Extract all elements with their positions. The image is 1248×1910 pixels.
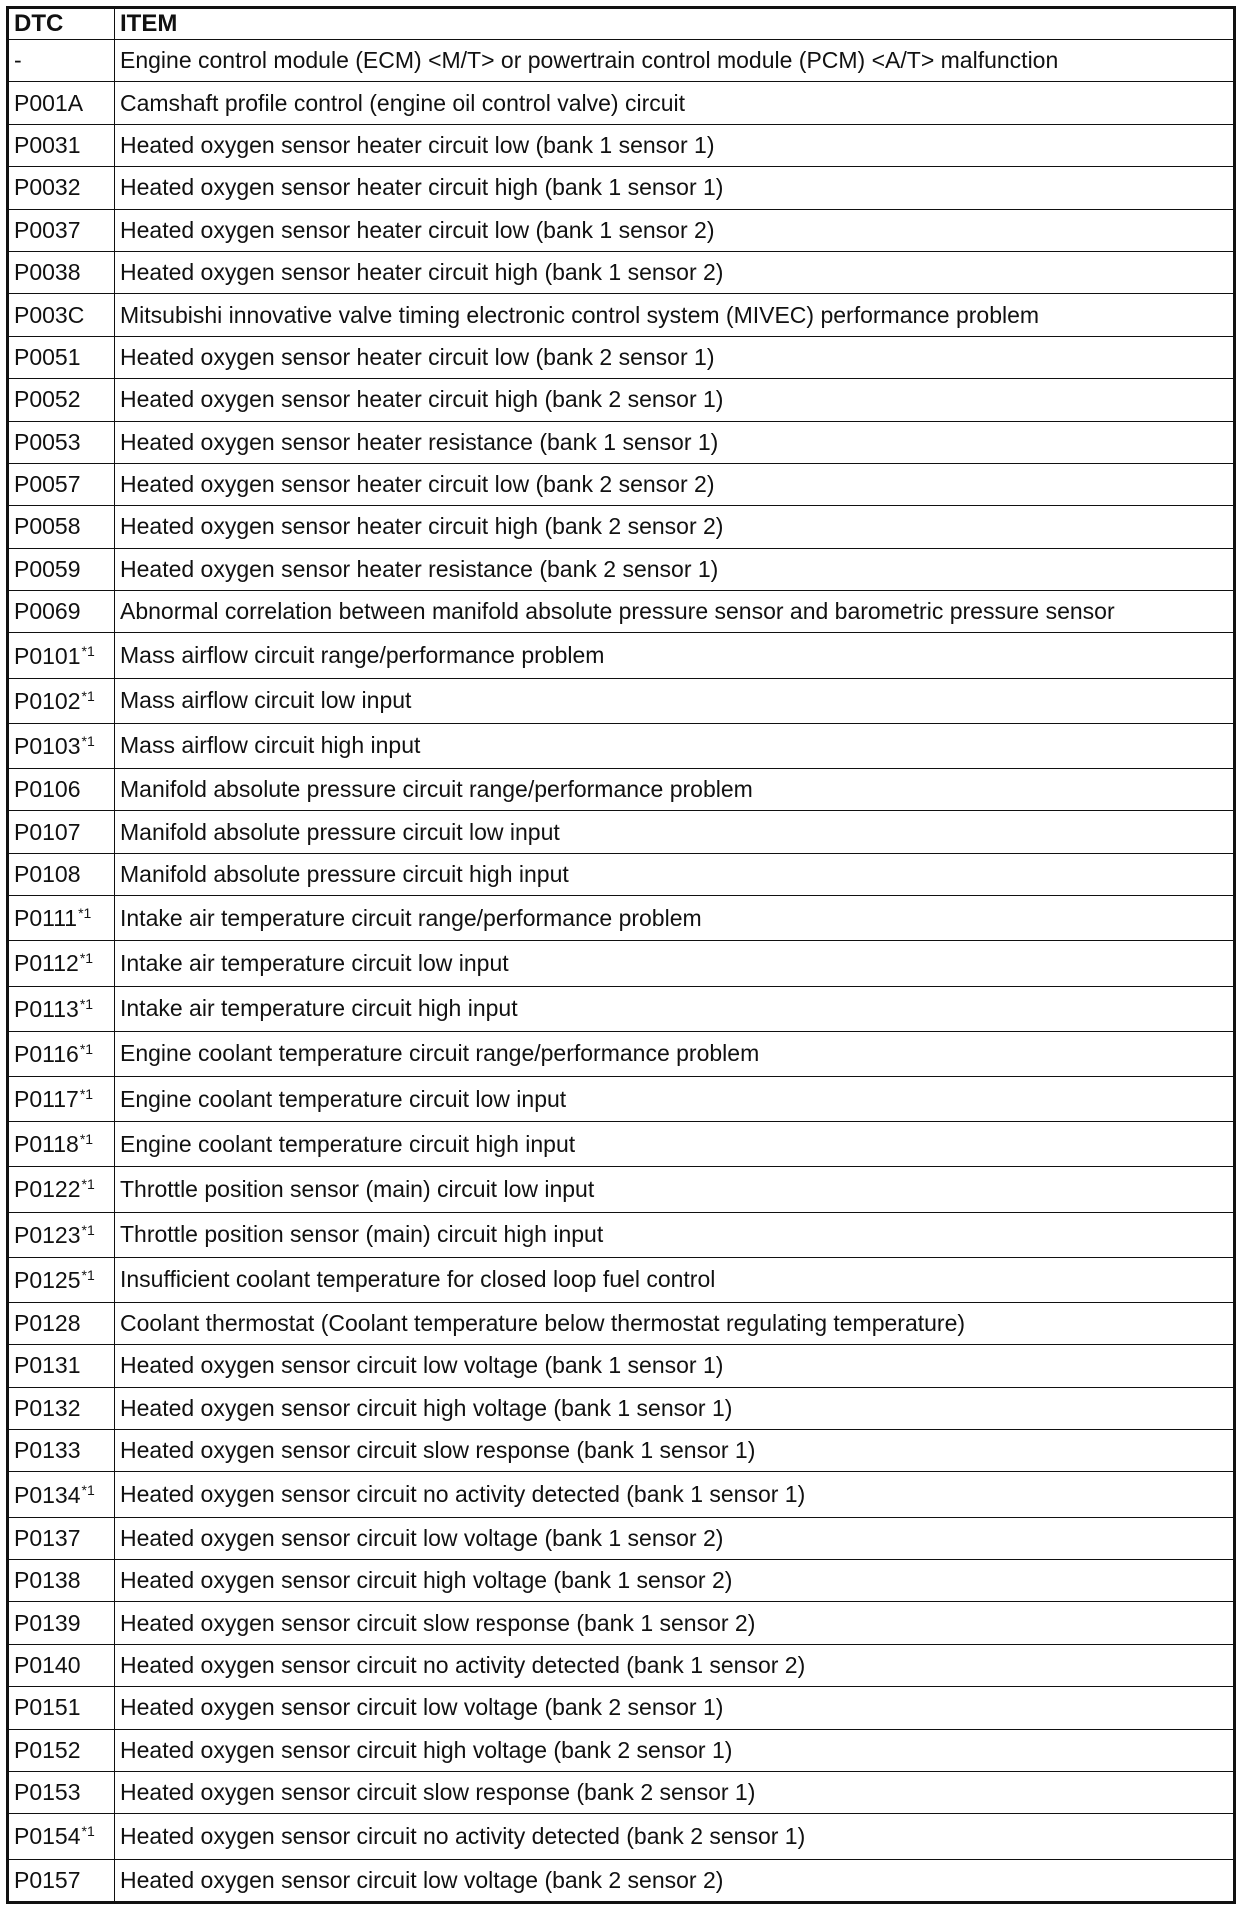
table-row [8, 548, 1235, 590]
dtc-code-cell [8, 1167, 115, 1212]
dtc-item-cell: Mass airflow circuit range/performance problem [115, 633, 1235, 678]
dtc-item-cell: Heated oxygen sensor heater circuit high (bank 1 sensor 1) [115, 167, 1235, 209]
dtc-code: P0152 [14, 1736, 81, 1763]
dtc-code: P0117 [14, 1086, 79, 1113]
dtc-item-cell: Throttle position sensor (main) circuit low input [115, 1167, 1235, 1212]
table-row [8, 82, 1235, 124]
dtc-code-cell [8, 1729, 115, 1771]
table-row [8, 463, 1235, 505]
dtc-code-cell [8, 1076, 115, 1121]
table-row [8, 1212, 1235, 1257]
dtc-code: P0122 [14, 1176, 81, 1203]
dtc-item-cell: Camshaft profile control (engine oil control valve) circuit [115, 82, 1235, 124]
dtc-code-cell [8, 548, 115, 590]
table-row [8, 1031, 1235, 1076]
dtc-code: P0037 [14, 216, 81, 243]
table-row [8, 896, 1235, 941]
table-row [8, 853, 1235, 895]
dtc-item-cell: Manifold absolute pressure circuit high input [115, 853, 1235, 895]
table-row [8, 1076, 1235, 1121]
dtc-code-cell [8, 251, 115, 293]
dtc-code: P0125 [14, 1266, 81, 1293]
dtc-code-cell [8, 941, 115, 986]
table-row [8, 1472, 1235, 1517]
dtc-code: - [14, 47, 22, 74]
table-row [8, 40, 1235, 82]
dtc-code-cell [8, 896, 115, 941]
table-row [8, 678, 1235, 723]
dtc-code: P0116 [14, 1040, 79, 1067]
table-row [8, 986, 1235, 1031]
dtc-item-cell: Intake air temperature circuit low input [115, 941, 1235, 986]
dtc-item-cell: Manifold absolute pressure circuit low input [115, 811, 1235, 853]
dtc-code: P003C [14, 301, 85, 328]
dtc-code: P0112 [14, 950, 79, 977]
table-row [8, 941, 1235, 986]
dtc-code: P0133 [14, 1437, 81, 1464]
dtc-item-cell: Heated oxygen sensor circuit no activity detected (bank 2 sensor 1) [115, 1814, 1235, 1859]
dtc-code-cell [8, 723, 115, 768]
footnote-marker: *1 [79, 950, 94, 967]
dtc-item-cell: Heated oxygen sensor heater resistance (bank 1 sensor 1) [115, 421, 1235, 463]
dtc-item-cell: Heated oxygen sensor heater circuit low (bank 1 sensor 2) [115, 209, 1235, 251]
dtc-code: P0154 [14, 1823, 81, 1850]
dtc-item-cell: Mass airflow circuit high input [115, 723, 1235, 768]
dtc-item-cell: Heated oxygen sensor heater resistance (bank 2 sensor 1) [115, 548, 1235, 590]
dtc-item-cell: Heated oxygen sensor circuit slow response (bank 1 sensor 1) [115, 1430, 1235, 1472]
table-row [8, 1560, 1235, 1602]
dtc-code-cell [8, 167, 115, 209]
dtc-code-cell [8, 1302, 115, 1344]
dtc-item-cell: Coolant thermostat (Coolant temperature below thermostat regulating temperature) [115, 1302, 1235, 1344]
table-row [8, 769, 1235, 811]
dtc-code: P0031 [14, 131, 81, 158]
dtc-code-cell [8, 1687, 115, 1729]
dtc-code: P0052 [14, 386, 81, 413]
dtc-item-cell: Throttle position sensor (main) circuit high input [115, 1212, 1235, 1257]
dtc-item-cell: Heated oxygen sensor heater circuit high (bank 2 sensor 1) [115, 379, 1235, 421]
dtc-item-cell: Heated oxygen sensor circuit high voltage (bank 2 sensor 1) [115, 1729, 1235, 1771]
table-row [8, 1687, 1235, 1729]
dtc-item-cell: Insufficient coolant temperature for closed loop fuel control [115, 1257, 1235, 1302]
dtc-item-cell: Heated oxygen sensor circuit slow response (bank 2 sensor 1) [115, 1771, 1235, 1813]
table-row [8, 1859, 1235, 1902]
dtc-code-cell [8, 124, 115, 166]
footnote-marker: *1 [81, 732, 95, 749]
dtc-code-cell [8, 678, 115, 723]
dtc-code-cell [8, 421, 115, 463]
dtc-item-cell: Intake air temperature circuit high input [115, 986, 1235, 1031]
dtc-code-cell [8, 811, 115, 853]
dtc-item-cell: Heated oxygen sensor heater circuit low (bank 2 sensor 1) [115, 336, 1235, 378]
header-item: ITEM [115, 8, 1235, 40]
dtc-code: P0107 [14, 818, 81, 845]
table-row [8, 294, 1235, 336]
table-row [8, 723, 1235, 768]
dtc-code: P0032 [14, 174, 81, 201]
dtc-code-cell [8, 40, 115, 82]
dtc-item-cell: Engine coolant temperature circuit range/performance problem [115, 1031, 1235, 1076]
dtc-item-cell: Heated oxygen sensor circuit low voltage (bank 1 sensor 2) [115, 1517, 1235, 1559]
footnote-marker: *1 [81, 1823, 95, 1840]
dtc-item-cell: Heated oxygen sensor heater circuit low (bank 2 sensor 2) [115, 463, 1235, 505]
dtc-item-cell: Heated oxygen sensor circuit low voltage (bank 1 sensor 1) [115, 1345, 1235, 1387]
dtc-code-cell [8, 1560, 115, 1602]
dtc-code: P0151 [14, 1694, 81, 1721]
dtc-item-cell: Heated oxygen sensor circuit high voltage (bank 1 sensor 2) [115, 1560, 1235, 1602]
dtc-item-cell: Heated oxygen sensor heater circuit high (bank 2 sensor 2) [115, 506, 1235, 548]
table-row [8, 1430, 1235, 1472]
table-row [8, 1602, 1235, 1644]
dtc-item-cell: Heated oxygen sensor circuit no activity detected (bank 1 sensor 1) [115, 1472, 1235, 1517]
dtc-code-cell [8, 986, 115, 1031]
dtc-code: P0038 [14, 259, 81, 286]
dtc-table [6, 6, 1236, 1904]
footnote-marker: *1 [79, 995, 94, 1012]
footnote-marker: *1 [81, 687, 95, 704]
footnote-marker: *1 [81, 1176, 95, 1193]
table-row [8, 506, 1235, 548]
table-row [8, 336, 1235, 378]
table-row [8, 1257, 1235, 1302]
dtc-code: P0101 [14, 642, 81, 669]
dtc-code: P0103 [14, 732, 81, 759]
dtc-code: P0137 [14, 1524, 81, 1551]
dtc-code: P0102 [14, 687, 81, 714]
dtc-item-cell: Engine control module (ECM) <M/T> or powertrain control module (PCM) <A/T> malfunction [115, 40, 1235, 82]
table-row [8, 167, 1235, 209]
dtc-code-cell [8, 1814, 115, 1859]
dtc-code: P0058 [14, 513, 81, 540]
dtc-code: P0053 [14, 428, 81, 455]
dtc-item-cell: Engine coolant temperature circuit low input [115, 1076, 1235, 1121]
dtc-item-cell: Heated oxygen sensor heater circuit low (bank 1 sensor 1) [115, 124, 1235, 166]
dtc-code: P0113 [14, 995, 79, 1022]
dtc-code-cell [8, 1430, 115, 1472]
dtc-code: P0059 [14, 555, 81, 582]
table-row [8, 379, 1235, 421]
dtc-code-cell [8, 209, 115, 251]
dtc-code: P0108 [14, 861, 81, 887]
dtc-code: P0140 [14, 1652, 81, 1678]
dtc-code: P0123 [14, 1221, 81, 1248]
table-header-row [8, 8, 1235, 40]
dtc-code: P0069 [14, 598, 81, 625]
footnote-marker: *1 [81, 1221, 95, 1238]
dtc-code-cell [8, 379, 115, 421]
table-row [8, 1387, 1235, 1429]
dtc-code: P0118 [14, 1131, 79, 1158]
dtc-code-cell [8, 1602, 115, 1644]
dtc-code: P0139 [14, 1609, 81, 1636]
table-row [8, 209, 1235, 251]
dtc-item-cell: Engine coolant temperature circuit high input [115, 1122, 1235, 1167]
dtc-code: P0111 [14, 905, 78, 932]
dtc-code-cell [8, 1345, 115, 1387]
dtc-code-cell [8, 853, 115, 895]
table-row [8, 251, 1235, 293]
dtc-code: P0057 [14, 471, 81, 498]
table-row [8, 1167, 1235, 1212]
table-row [8, 124, 1235, 166]
dtc-item-cell: Mitsubishi innovative valve timing electronic control system (MIVEC) performance problem [115, 294, 1235, 336]
footnote-marker: *1 [78, 905, 92, 922]
dtc-item-cell: Manifold absolute pressure circuit range/performance problem [115, 769, 1235, 811]
footnote-marker: *1 [81, 1481, 95, 1498]
dtc-item-cell: Abnormal correlation between manifold absolute pressure sensor and barometric pressure sensor [115, 591, 1235, 633]
table-body [8, 40, 1235, 1903]
table-row [8, 1345, 1235, 1387]
dtc-item-cell: Heated oxygen sensor heater circuit high (bank 1 sensor 2) [115, 251, 1235, 293]
dtc-code-cell [8, 1122, 115, 1167]
dtc-code: P0138 [14, 1567, 81, 1594]
dtc-code-cell [8, 591, 115, 633]
dtc-table-container [6, 6, 1233, 1904]
table-row [8, 1517, 1235, 1559]
dtc-code-cell [8, 1644, 115, 1686]
dtc-item-cell: Mass airflow circuit low input [115, 678, 1235, 723]
footnote-marker: *1 [79, 1086, 94, 1103]
dtc-code: P0157 [14, 1866, 81, 1893]
dtc-code: P001A [14, 89, 84, 116]
table-row [8, 1644, 1235, 1686]
footnote-marker: *1 [81, 1266, 95, 1283]
dtc-code-cell [8, 336, 115, 378]
dtc-code-cell [8, 463, 115, 505]
dtc-item-cell: Heated oxygen sensor circuit high voltage (bank 1 sensor 1) [115, 1387, 1235, 1429]
dtc-code-cell [8, 1859, 115, 1902]
dtc-code-cell [8, 294, 115, 336]
dtc-code-cell [8, 769, 115, 811]
dtc-code-cell [8, 82, 115, 124]
table-row [8, 421, 1235, 463]
dtc-code: P0153 [14, 1779, 81, 1806]
dtc-code: P0131 [14, 1352, 81, 1379]
dtc-code: P0106 [14, 776, 81, 803]
dtc-item-cell: Heated oxygen sensor circuit low voltage (bank 2 sensor 1) [115, 1687, 1235, 1729]
footnote-marker: *1 [81, 642, 95, 659]
dtc-item-cell: Intake air temperature circuit range/performance problem [115, 896, 1235, 941]
dtc-item-cell: Heated oxygen sensor circuit slow response (bank 1 sensor 2) [115, 1602, 1235, 1644]
header-dtc: DTC [8, 8, 115, 40]
table-row [8, 1302, 1235, 1344]
table-row [8, 1814, 1235, 1859]
dtc-code-cell [8, 1771, 115, 1813]
dtc-code-cell [8, 1517, 115, 1559]
dtc-item-cell: Heated oxygen sensor circuit no activity detected (bank 1 sensor 2) [115, 1644, 1235, 1686]
table-row [8, 1771, 1235, 1813]
dtc-code-cell [8, 633, 115, 678]
table-row [8, 591, 1235, 633]
dtc-code: P0132 [14, 1394, 81, 1421]
footnote-marker: *1 [79, 1040, 94, 1057]
dtc-code-cell [8, 1212, 115, 1257]
dtc-code-cell [8, 1257, 115, 1302]
dtc-code-cell [8, 506, 115, 548]
table-row [8, 633, 1235, 678]
footnote-marker: *1 [79, 1131, 94, 1148]
dtc-code-cell [8, 1387, 115, 1429]
dtc-code: P0051 [14, 343, 81, 370]
dtc-code: P0128 [14, 1310, 81, 1337]
dtc-code: P0134 [14, 1481, 81, 1508]
dtc-item-cell: Heated oxygen sensor circuit low voltage (bank 2 sensor 2) [115, 1859, 1235, 1902]
table-row [8, 1122, 1235, 1167]
dtc-code-cell [8, 1472, 115, 1517]
table-row [8, 1729, 1235, 1771]
dtc-code-cell [8, 1031, 115, 1076]
table-row [8, 811, 1235, 853]
